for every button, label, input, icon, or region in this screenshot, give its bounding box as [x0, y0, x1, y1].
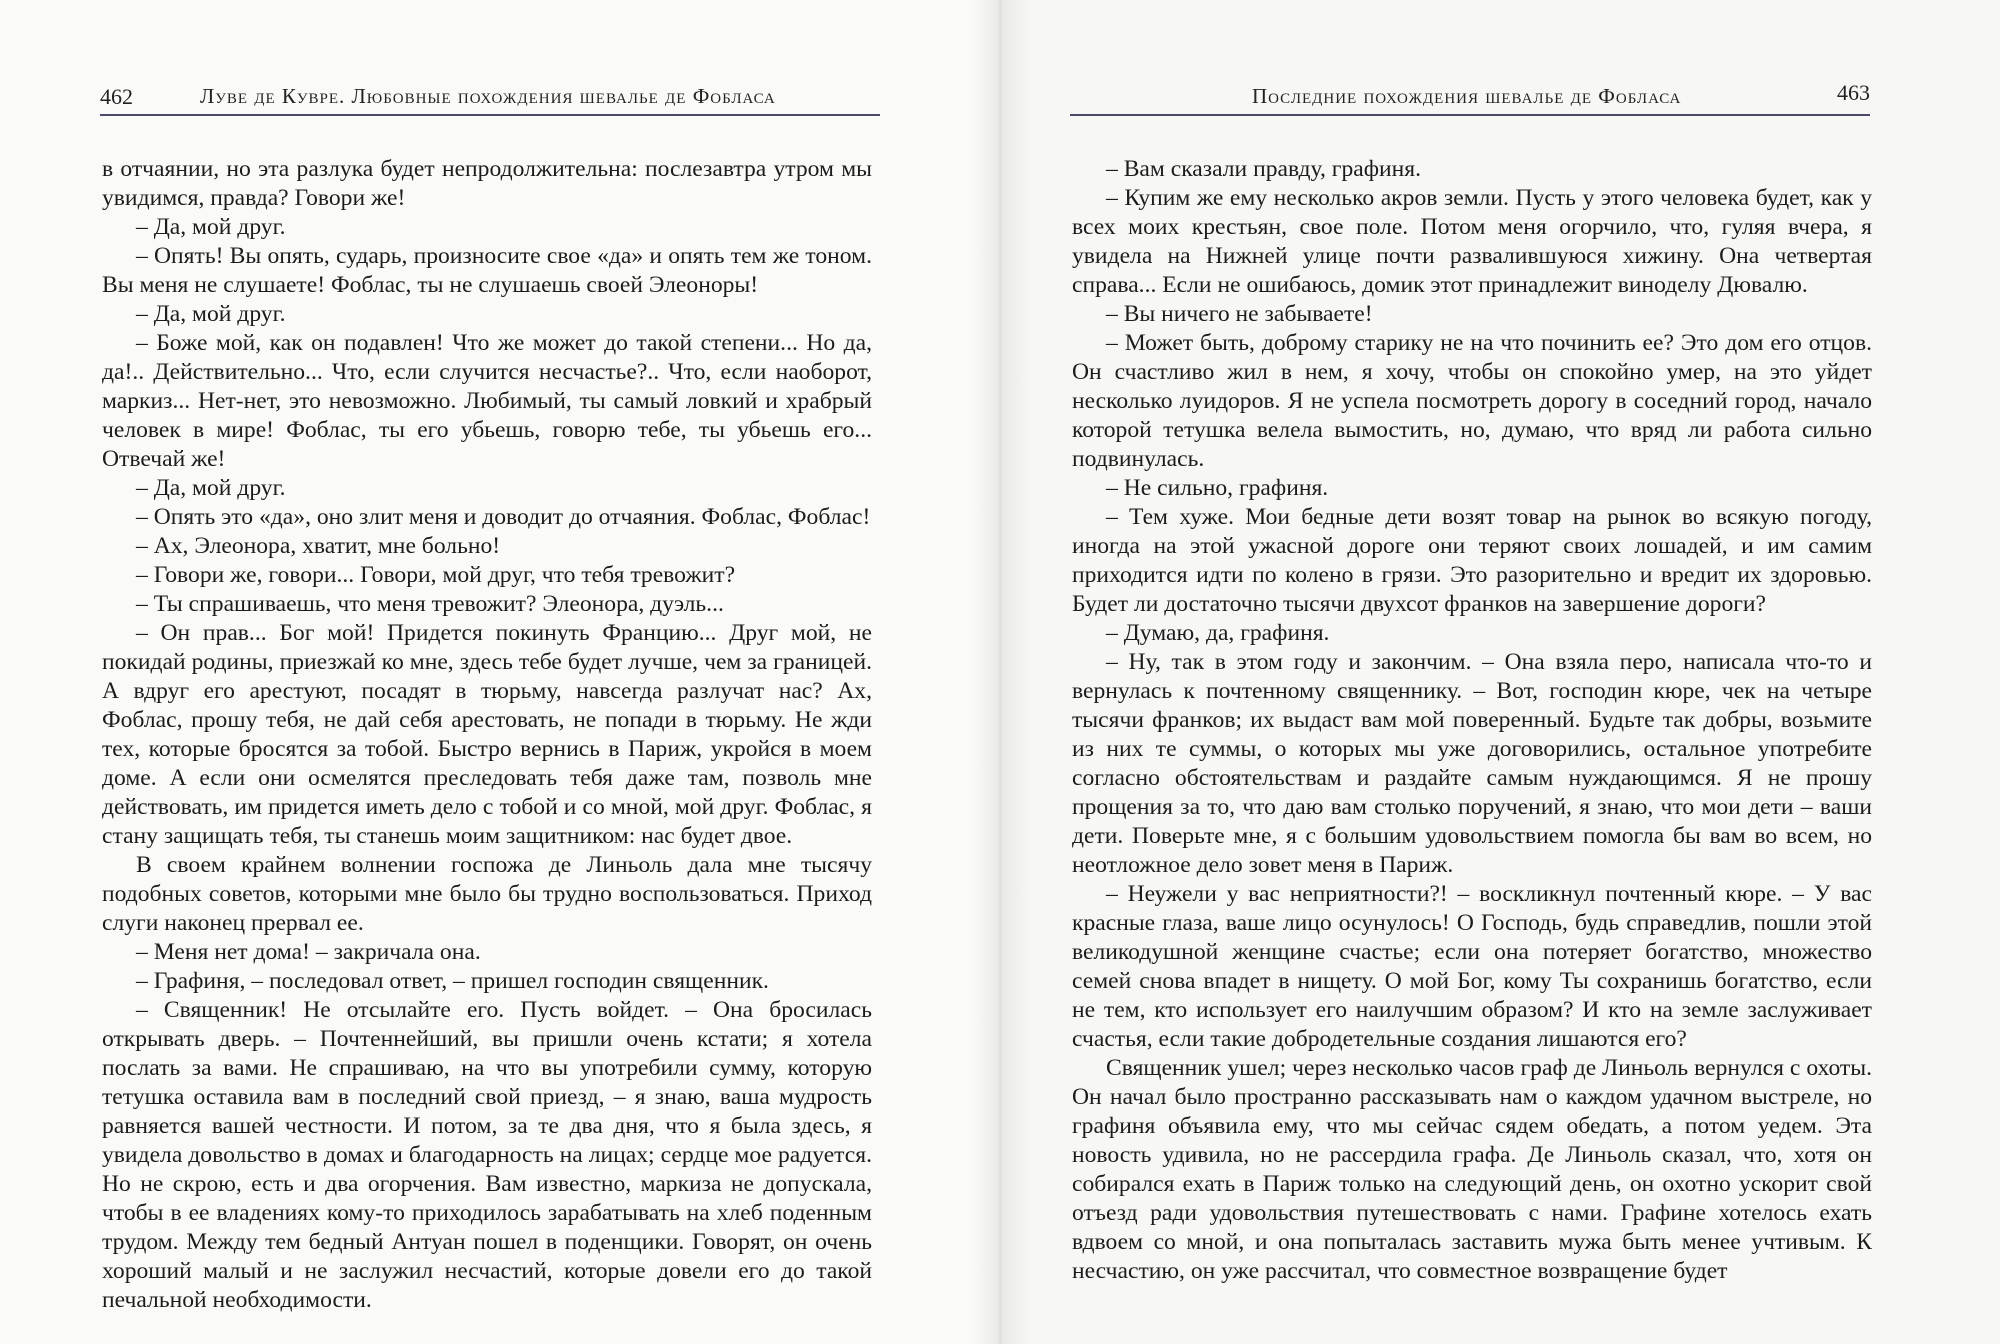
paragraph: – Да, мой друг.	[136, 475, 286, 501]
right-page	[1000, 0, 2000, 1344]
left-body-text	[102, 155, 872, 1315]
left-running-header	[100, 80, 880, 116]
paragraph: – Ах, Элеонора, хватит, мне больно!	[136, 533, 501, 559]
paragraph: – Не сильно, графиня.	[1106, 475, 1329, 501]
paragraph: – Ты спрашиваешь, что меня тревожит? Элеонора, дуэль...	[136, 591, 724, 617]
paragraph: – Графиня, – последовал ответ, – пришел господин священник.	[136, 968, 769, 994]
right-page-number: 463	[1837, 80, 1870, 105]
paragraph: Священник ушел; через несколько часов граф де Линьоль вернулся с охоты. Он начал было пространно рассказывать нам о каждом удачном выстреле, но графиня объявила ему, что мы сейчас сядем обедать, а потом уедем. Эта новость удивила, но не рассердила графа. Де Линьоль сказал, что, хотя он собирался ехать в Париж только на следующий день, он охотно ускорит свой отъезд ради удовольствия путешествовать с нами. Графине хотелось ехать вдвоем со мной, и она попыталась заставить мужа быть менее учтивым. К несчастию, он уже рассчитал, что совместное возвращение будет	[1072, 1055, 1872, 1284]
left-page-number: 462	[100, 84, 133, 109]
paragraph: – Неужели у вас неприятности?! – воскликнул почтенный кюре. – У вас красные глаза, ваше лицо осунулось! О Господь, будь справедлив, пошли этой великодушной женщине счастье; если она потеряет богатство, множество семей снова впадет в нищету. О мой Бог, кому Ты сохранишь богатство, если не тем, кто использует его наилучшим образом? И кто на земле заслуживает счастья, если такие добродетельные создания лишаются его?	[1072, 881, 1872, 1052]
paragraph: – Вам сказали правду, графиня.	[1106, 156, 1422, 182]
paragraph: – Священник! Не отсылайте его. Пусть войдет. – Она бросилась открывать дверь. – Почтеннейший, вы пришли очень кстати; я хотела послать за вами. Не спрашиваю, на что вы употребили сумму, которую тетушка оставила вам в последний свой приезд, – я знаю, ваша мудрость равняется вашей честности. И потом, за те два дня, что я была здесь, я увидела довольство в домах и благодарность на лицах; сердце мое радуется. Но не скрою, есть и два огорчения. Вам известно, маркиза не допускала, чтобы в ее владениях кому-то приходилось зарабатывать на хлеб поденным трудом. Между тем бедный Антуан пошел в поденщики. Говорят, он очень хороший малый и не заслужил несчастий, которые довели его до такой печальной необходимости.	[102, 997, 872, 1313]
right-running-header	[1070, 80, 1870, 116]
paragraph: В своем крайнем волнении госпожа де Линьоль дала мне тысячу подобных советов, которыми мне было бы трудно воспользоваться. Приход слуги наконец прервал ее.	[102, 852, 872, 936]
paragraph: – Меня нет дома! – закричала она.	[136, 939, 481, 965]
left-running-title: Луве де Кувре. Любовные похождения шевалье де Фобласа	[200, 84, 776, 108]
paragraph: – Думаю, да, графиня.	[1106, 620, 1330, 646]
right-body-text	[1072, 155, 1872, 1286]
paragraph: – Опять! Вы опять, сударь, произносите свое «да» и опять тем же тоном. Вы меня не слушаете! Фоблас, ты не слушаешь своей Элеоноры!	[102, 243, 872, 298]
paragraph: – Вы ничего не забываете!	[1106, 301, 1373, 327]
paragraph: – Опять это «да», оно злит меня и доводит до отчаяния. Фоблас, Фоблас!	[136, 504, 871, 530]
paragraph: – Ну, так в этом году и закончим. – Она взяла перо, написала что-то и вернулась к почтенному священнику. – Вот, господин кюре, чек на четыре тысячи франков; их выдаст вам мой поверенный. Будьте так добры, возьмите из них те суммы, о которых мы уже договорились, остальное употребите согласно обстоятельствам и раздайте самым нуждающимся. Я не прошу прощения за то, что даю вам столько поручений, я знаю, что мои дети – ваши дети. Поверьте мне, я с большим удовольствием помогла бы вам во всем, но неотложное дело зовет меня в Париж.	[1072, 649, 1872, 878]
paragraph: – Тем хуже. Мои бедные дети возят товар на рынок во всякую погоду, иногда на этой ужасной дороге они теряют своих лошадей, и им самим приходится идти по колено в грязи. Это разорительно и вредит их здоровью. Будет ли достаточно тысячи двухсот франков на завершение дороги?	[1072, 504, 1872, 617]
paragraph: – Да, мой друг.	[136, 301, 286, 327]
paragraph: – Он прав... Бог мой! Придется покинуть Францию... Друг мой, не покидай родины, приезжай ко мне, здесь тебе будет лучше, чем за границей. А вдруг его арестуют, посадят в тюрьму, навсегда разлучат нас? Ах, Фоблас, прошу тебя, не дай себя арестовать, не попади в тюрьму. Не жди тех, которые бросятся за тобой. Быстро вернись в Париж, укройся в моем доме. А если они осмелятся преследовать тебя даже там, позволь мне действовать, им придется иметь дело с тобой и со мной, мой друг. Фоблас, я стану защищать тебя, ты станешь моим защитником: нас будет двое.	[102, 620, 872, 849]
paragraph: – Говори же, говори... Говори, мой друг, что тебя тревожит?	[136, 562, 736, 588]
paragraph: – Купим же ему несколько акров земли. Пусть у этого человека будет, как у всех моих крестьян, свое поле. Потом меня огорчило, что, гуляя вчера, я увидела на Нижней улице почти развалившуюся хижину. Она четвертая справа... Если не ошибаюсь, домик этот принадлежит виноделу Дювалю.	[1072, 185, 1872, 298]
paragraph: – Да, мой друг.	[136, 214, 286, 240]
paragraph: – Может быть, доброму старику не на что починить ее? Это дом его отцов. Он счастливо жил в нем, я хочу, чтобы он спокойно умер, на это уйдет несколько луидоров. Я не успела посмотреть дорогу в соседний город, начало которой тетушка велела вымостить, но, думаю, что вряд ли работа сильно подвинулась.	[1072, 330, 1872, 472]
paragraph: – Боже мой, как он подавлен! Что же может до такой степени... Но да, да!.. Действительно... Что, если случится несчастье?.. Что, если наоборот, маркиз... Нет-нет, это невозможно. Любимый, ты самый ловкий и храбрый человек в мире! Фоблас, ты его убьешь, говорю тебе, ты убьешь его... Отвечай же!	[102, 330, 872, 472]
paragraph: в отчаянии, но эта разлука будет непродолжительна: послезавтра утром мы увидимся, правда? Говори же!	[102, 156, 872, 211]
right-running-title: Последние похождения шевалье де Фобласа	[1252, 84, 1682, 108]
